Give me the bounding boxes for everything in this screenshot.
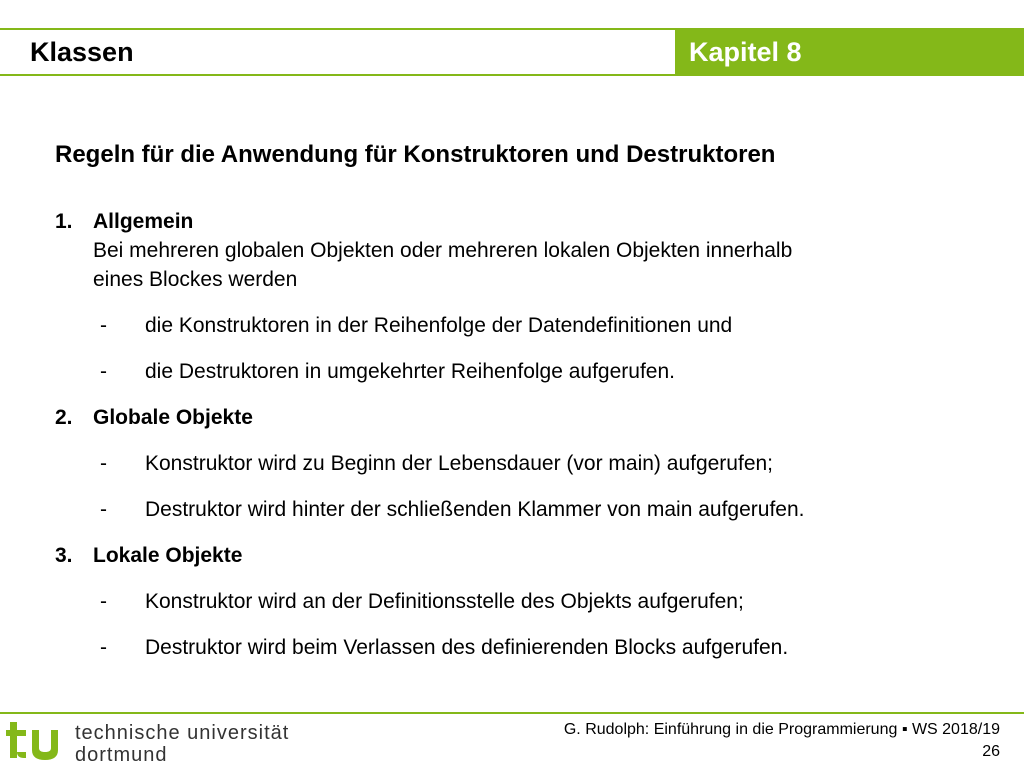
slide-content — [55, 207, 975, 662]
slide-heading: Regeln für die Anwendung für Konstruktoren und Destruktoren — [55, 141, 776, 168]
tu-logo-icon — [6, 720, 66, 762]
course-info: G. Rudolph: Einführung in die Programmierung ▪ WS 2018/19 — [563, 721, 1000, 738]
list-item — [100, 495, 975, 524]
dash-bullet: - — [100, 314, 107, 337]
section-globale-objekte — [55, 403, 975, 432]
section-text-line: Bei mehreren globalen Objekten oder mehreren lokalen Objekten innerhalb — [93, 239, 793, 262]
list-item — [100, 449, 975, 478]
list-item — [100, 633, 975, 662]
chapter-label: Kapitel 8 — [689, 37, 802, 67]
section-number: 1. — [55, 210, 73, 233]
section-allgemein — [55, 207, 975, 294]
footer-line — [0, 712, 1024, 714]
dash-bullet: - — [100, 590, 107, 613]
list-item-text: die Konstruktoren in der Reihenfolge der Datendefinitionen und — [145, 314, 733, 337]
slide-section-title: Klassen — [30, 37, 134, 67]
dash-bullet: - — [100, 636, 107, 659]
list-item-text: Konstruktor wird zu Beginn der Lebensdauer (vor main) aufgerufen; — [145, 452, 774, 475]
list-item-text: Konstruktor wird an der Definitionsstelle des Objekts aufgerufen; — [145, 590, 744, 613]
section-title: Allgemein — [93, 210, 194, 233]
header-top-line — [0, 28, 675, 30]
section-text-line: eines Blockes werden — [93, 268, 298, 291]
list-item-text: Destruktor wird beim Verlassen des definierenden Blocks aufgerufen. — [145, 636, 789, 659]
university-line: dortmund — [75, 744, 168, 766]
list-item-text: die Destruktoren in umgekehrter Reihenfolge aufgerufen. — [145, 360, 675, 383]
section-number: 3. — [55, 544, 73, 567]
list-item — [100, 311, 975, 340]
university-name — [75, 722, 289, 766]
page-number: 26 — [982, 743, 1000, 760]
dash-bullet: - — [100, 452, 107, 475]
section-title: Lokale Objekte — [93, 544, 243, 567]
dash-bullet: - — [100, 498, 107, 521]
list-item — [100, 357, 975, 386]
university-line: technische universität — [75, 722, 290, 744]
chapter-badge — [675, 28, 1024, 76]
list-item — [100, 587, 975, 616]
list-item-text: Destruktor wird hinter der schließenden Klammer von main aufgerufen. — [145, 498, 805, 521]
header-bottom-line — [0, 74, 675, 76]
section-number: 2. — [55, 406, 73, 429]
section-title: Globale Objekte — [93, 406, 253, 429]
dash-bullet: - — [100, 360, 107, 383]
section-lokale-objekte — [55, 541, 975, 570]
